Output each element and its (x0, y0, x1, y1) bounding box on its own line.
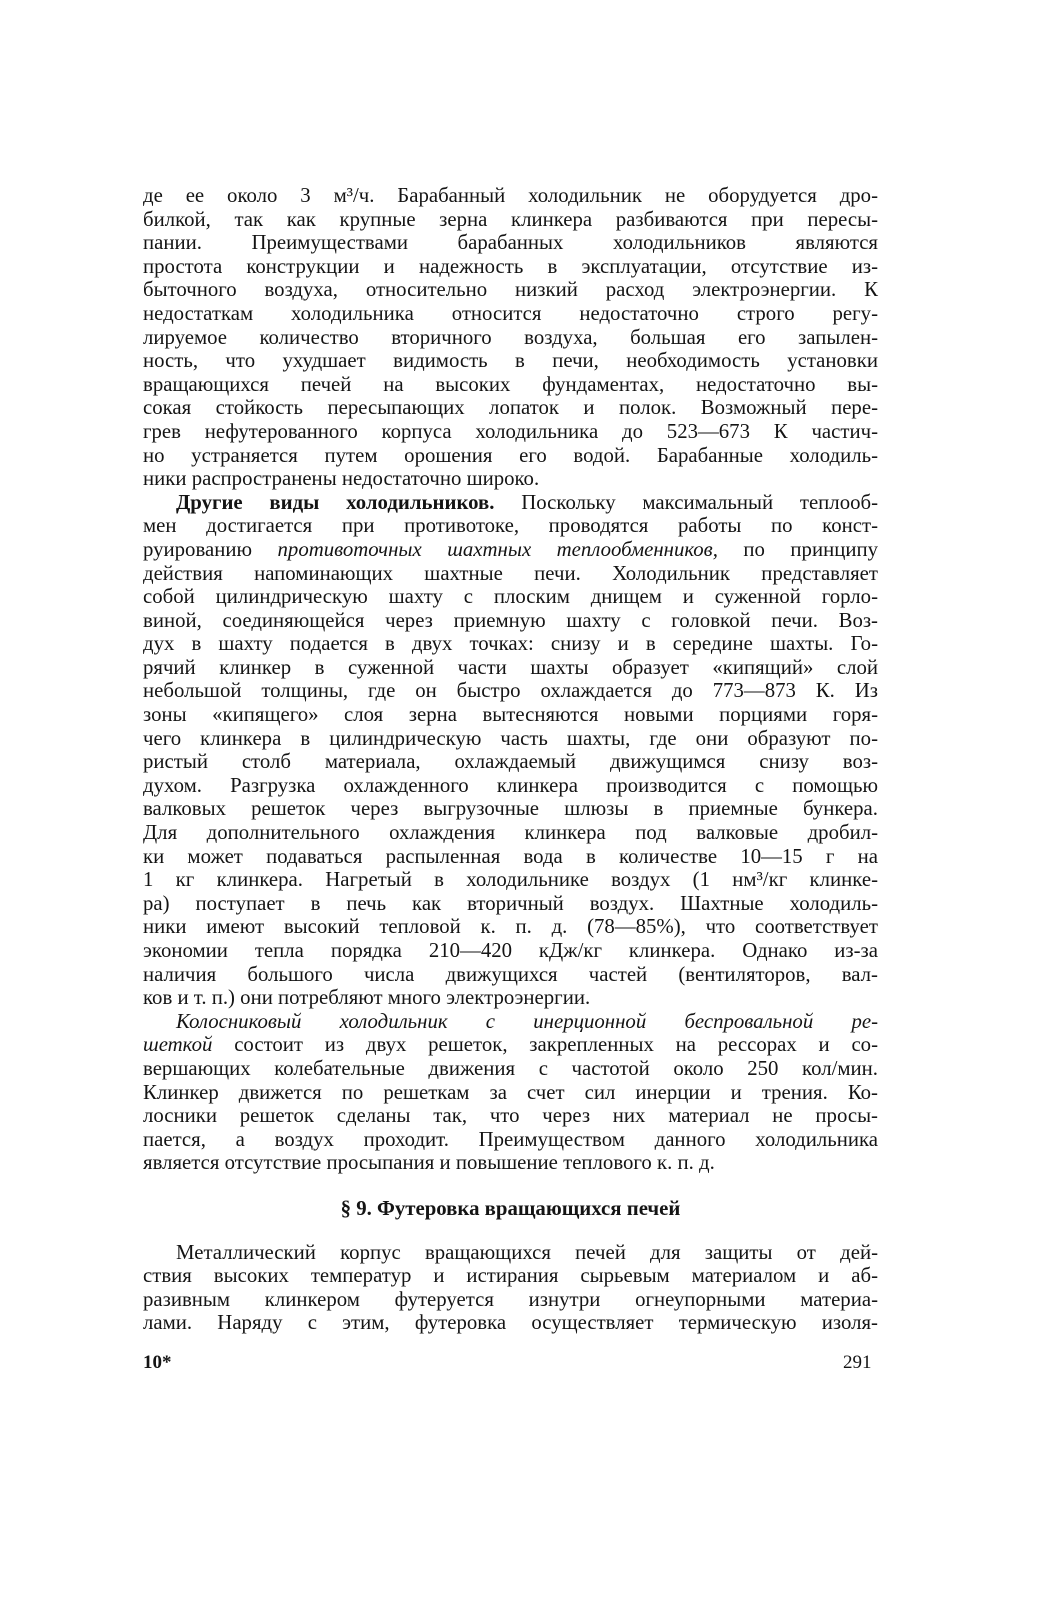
page-body (143, 184, 878, 1335)
text-line: грев нефутерованного корпуса холодильника до 523—673 К частич- (143, 419, 878, 443)
text-run: Поскольку максимальный теплооб- (494, 490, 878, 514)
text-line: валковых решеток через выгрузочные шлюзы в приемные бункера. (143, 797, 878, 821)
text-line (143, 1033, 878, 1057)
text-line: ники имеют высокий тепловой к. п. д. (78—85%), что соответствует (143, 915, 878, 939)
page-number: 291 (843, 1352, 872, 1373)
text-line: является отсутствие просыпания и повышение теплового к. п. д. (143, 1151, 715, 1175)
text-line: ков и т. п.) они потребляют много электроэнергии. (143, 986, 591, 1010)
text-line: ность, что ухудшает видимость в печи, необходимость установки (143, 349, 878, 373)
text-line: небольшой толщины, где он быстро охлаждается до 773—873 К. Из (143, 679, 878, 703)
text-line: 1 кг клинкера. Нагретый в холодильнике воздух (1 нм³/кг клинке- (143, 868, 878, 892)
text-line: лируемое количество вторичного воздуха, большая его запылен- (143, 325, 878, 349)
text-line: наличия большого числа движущихся частей (вентиляторов, вал- (143, 962, 878, 986)
text-line: мен достигается при противотоке, проводятся работы по конст- (143, 514, 878, 538)
text-line: пании. Преимуществами барабанных холодильников являются (143, 231, 878, 255)
paragraph-lining (143, 1241, 878, 1335)
text-line: Клинкер движется по решеткам за счет сил инерции и трения. Ко- (143, 1080, 878, 1104)
text-line (143, 538, 878, 562)
text-run: по принципу (717, 537, 878, 561)
text-line: ствия высоких температур и истирания сырьевым материалом и аб- (143, 1264, 878, 1288)
paragraph-drum-cooler (143, 184, 878, 491)
text-line: простота конструкции и надежность в эксплуатации, отсутствие из- (143, 254, 878, 278)
text-line: Металлический корпус вращающихся печей для защиты от дей- (176, 1240, 878, 1264)
text-run: руированию (143, 537, 278, 561)
text-line: Колосниковый холодильник с инерционной беспровальной ре- (176, 1009, 878, 1033)
text-line: сокая стойкость пересыпающих лопаток и полок. Возможный пере- (143, 396, 878, 420)
text-line: быточного воздуха, относительно низкий расход электроэнергии. К (143, 278, 878, 302)
text-line: Для дополнительного охлаждения клинкера под валковые дробил- (143, 821, 878, 845)
text-line: вершающих колебательные движения с частотой около 250 кол/мин. (143, 1056, 878, 1080)
emphasis-term: противоточных шахтных теплообменников, (277, 537, 718, 561)
text-line: разивным клинкером футеруется изнутри огнеупорными материа- (143, 1287, 878, 1311)
text-line: недостаткам холодильника относится недостаточно строго регу- (143, 301, 878, 325)
text-line: де ее около 3 м³/ч. Барабанный холодильник не оборудуется дро- (143, 184, 878, 207)
text-line: чего клинкера в цилиндрическую часть шахты, где они образуют по- (143, 726, 878, 750)
text-line: духом. Разгрузка охлажденного клинкера производится с помощью (143, 773, 878, 797)
paragraph-grate-cooler (143, 1010, 878, 1175)
text-line: ристый столб материала, охлаждаемый движущимся снизу воз- (143, 750, 878, 774)
text-line: но устраняется путем орошения его водой. Барабанные холодиль- (143, 443, 878, 467)
run-in-heading: Другие виды холодильников. (176, 490, 495, 514)
text-line: рячий клинкер в суженной части шахты образует «кипящий» слой (143, 655, 878, 679)
text-run: состоит из двух решеток, закрепленных на рессорах и со- (212, 1033, 878, 1057)
text-line: ники распространены недостаточно широко. (143, 467, 540, 491)
paragraph-other-coolers (143, 491, 878, 1010)
text-line: пается, а воздух проходит. Преимуществом данного холодильника (143, 1127, 878, 1151)
text-line: действия напоминающих шахтные печи. Холодильник представляет (143, 561, 878, 585)
text-line: дух в шахту подается в двух точках: снизу и в середине шахты. Го- (143, 632, 878, 656)
text-line: экономии тепла порядка 210—420 кДж/кг клинкера. Однако из-за (143, 939, 878, 962)
text-line (143, 491, 878, 515)
emphasis-term: шеткой (143, 1033, 213, 1057)
section-heading: § 9. Футеровка вращающихся печей (340, 1196, 681, 1220)
text-line: лами. Наряду с этим, футеровка осуществляет термическую изоля- (143, 1311, 878, 1335)
text-line: ра) поступает в печь как вторичный воздух. Шахтные холодиль- (143, 891, 878, 915)
text-line: ки может подаваться распыленная вода в количестве 10—15 г на (143, 844, 878, 868)
text-line: зоны «кипящего» слоя зерна вытесняются новыми порциями горя- (143, 703, 878, 727)
text-line: лосники решеток сделаны так, что через них материал не просы- (143, 1104, 878, 1128)
text-line: билкой, так как крупные зерна клинкера разбиваются при пересы- (143, 207, 878, 231)
signature-mark: 10* (143, 1352, 172, 1373)
text-line: виной, соединяющейся через приемную шахту с головкой печи. Воз- (143, 608, 878, 632)
text-line: вращающихся печей на высоких фундаментах, недостаточно вы- (143, 372, 878, 396)
text-line: собой цилиндрическую шахту с плоским днищем и суженной горло- (143, 585, 878, 609)
